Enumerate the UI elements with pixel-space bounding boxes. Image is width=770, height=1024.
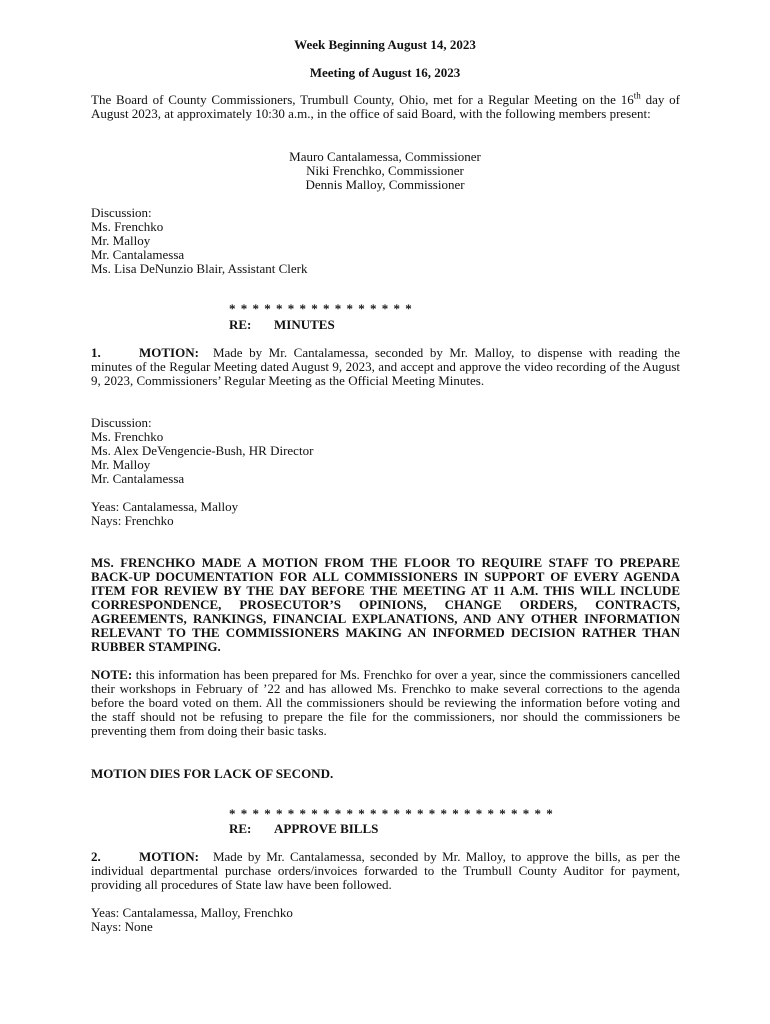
- floor-motion: MS. FRENCHKO MADE A MOTION FROM THE FLOOR TO REQUIRE STAFF TO PREPARE BACK-UP DOCUMENTATION FOR ALL COMMISSIONERS IN SUPPORT OF EVERY AGENDA ITEM FOR REVIEW BY THE DAY BEFORE THE MEETING AT 11 A.M. THIS WILL INCLUDE CORRESPONDENCE, PROSECUTOR’S OPINIONS, CHANGE ORDERS, CONTRACTS, AGREEMENTS, RANKINGS, FINANCIAL EXPLANATIONS, AND ANY OTHER INFORMATION RELEVANT TO THE COMMISSIONERS MAKING AN INFORMED DECISION RATHER THAN RUBBER STAMPING.: [91, 555, 680, 654]
- motion-label: MOTION:: [139, 345, 199, 360]
- week-heading: Week Beginning August 14, 2023: [294, 37, 476, 52]
- re-label: RE:: [229, 317, 252, 332]
- yeas-line: Yeas: Cantalamessa, Malloy, Frenchko: [91, 905, 293, 920]
- motion-label: MOTION:: [139, 849, 199, 864]
- section-divider-2: * * * * * * * * * * * * * * * * * * * * * * * * * * * *: [229, 806, 554, 821]
- re-title: MINUTES: [274, 317, 335, 332]
- note-label: NOTE:: [91, 667, 133, 682]
- intro-text-2: day of August 2023, at approximately 10:30 a.m., in the office of said Board, with the following members present:: [91, 92, 680, 121]
- section-divider-1: * * * * * * * * * * * * * * * *: [229, 301, 413, 316]
- discussion-name: Ms. Alex DeVengencie-Bush, HR Director: [91, 443, 314, 458]
- note-text: this information has been prepared for Ms. Frenchko for over a year, since the commissioners cancelled their workshops in February of ’22 and has allowed Ms. Frenchko to make several corrections to the agenda before the board voted on them. All the commissioners should be reviewing the information before voting and the staff should not be refusing to prepare the file for the commissioners, nor should the commissioners be preventing them from doing their basic tasks.: [91, 667, 680, 738]
- intro-paragraph: [91, 90, 680, 121]
- member-item: Dennis Malloy, Commissioner: [305, 177, 465, 192]
- motion-dies-statement: MOTION DIES FOR LACK OF SECOND.: [91, 766, 334, 781]
- discussion-name: Ms. Frenchko: [91, 219, 164, 234]
- motion-1: [91, 346, 680, 388]
- discussion-name: Mr. Cantalamessa: [91, 471, 185, 486]
- intro-superscript: th: [633, 90, 641, 101]
- motion-2: [91, 850, 680, 892]
- re-label: RE:: [229, 821, 252, 836]
- discussion-name: Ms. Frenchko: [91, 429, 164, 444]
- discussion-heading: Discussion:: [91, 415, 152, 430]
- meeting-heading: Meeting of August 16, 2023: [309, 65, 461, 80]
- intro-text-1: The Board of County Commissioners, Trumbull County, Ohio, met for a Regular Meeting on the 16: [91, 92, 634, 107]
- motion-text: Made by Mr. Cantalamessa, seconded by Mr. Malloy, to dispense with reading the minutes of the Regular Meeting dated August 9, 2023, and accept and approve the video recording of the August 9, 2023, Commissioners’ Regular Meeting as the Official Meeting Minutes.: [91, 345, 680, 388]
- section-heading-approve-bills: [229, 822, 378, 836]
- members-list: [0, 150, 770, 192]
- note-paragraph: [91, 668, 680, 738]
- section-heading-minutes: [229, 318, 335, 332]
- re-title: APPROVE BILLS: [274, 821, 379, 836]
- discussion-list-1: [91, 206, 680, 276]
- motion-text: Made by Mr. Cantalamessa, seconded by Mr. Malloy, to approve the bills, as per the individual departmental purchase orders/invoices forwarded to the Trumbull County Auditor for payment, providing all procedures of State law have been followed.: [91, 849, 680, 892]
- nays-line: Nays: None: [91, 919, 153, 934]
- vote-result-1: [91, 500, 680, 528]
- discussion-heading: Discussion:: [91, 205, 152, 220]
- discussion-name: Mr. Cantalamessa: [91, 247, 185, 262]
- discussion-name: Mr. Malloy: [91, 233, 151, 248]
- nays-line: Nays: Frenchko: [91, 513, 174, 528]
- vote-result-2: [91, 906, 680, 934]
- yeas-line: Yeas: Cantalamessa, Malloy: [91, 499, 239, 514]
- member-item: Niki Frenchko, Commissioner: [306, 163, 464, 178]
- item-number: 1.: [91, 345, 101, 360]
- discussion-list-2: [91, 416, 680, 486]
- discussion-name: Ms. Lisa DeNunzio Blair, Assistant Clerk: [91, 261, 308, 276]
- item-number: 2.: [91, 849, 101, 864]
- discussion-name: Mr. Malloy: [91, 457, 151, 472]
- member-item: Mauro Cantalamessa, Commissioner: [289, 149, 481, 164]
